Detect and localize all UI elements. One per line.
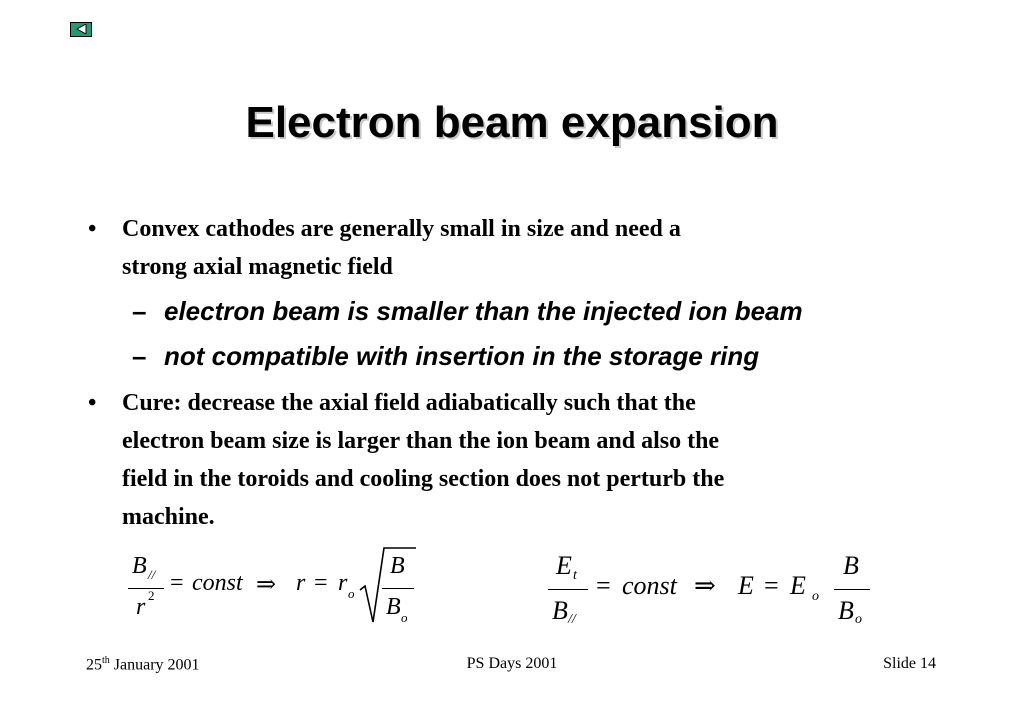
eq-right-fraction-bar	[548, 589, 588, 590]
bullet-2-line-3: field in the toroids and cooling section does not perturb the	[122, 466, 725, 492]
eq-right-den-var: B	[552, 596, 568, 625]
footer-slide-number: Slide 14	[883, 655, 936, 672]
back-arrow-icon	[75, 24, 87, 34]
footer-date-suffix: th	[102, 655, 110, 666]
sub-item-2-text: not compatible with insertion in the storage ring	[164, 341, 760, 371]
sub-item-1	[132, 296, 803, 327]
eq-right-const: const	[622, 571, 677, 600]
eq-right-equals-2: =	[764, 571, 779, 600]
bullet-item-1	[88, 210, 681, 286]
sub-item-2	[132, 341, 760, 372]
eq-left-rad-den: B	[386, 594, 401, 620]
bullet-marker: •	[88, 216, 97, 242]
eq-right-frac-den: B	[838, 596, 854, 625]
eq-right-rhs-var: E	[790, 571, 806, 600]
eq-left-rhs-sub: o	[348, 586, 355, 601]
eq-left-num-var: B	[132, 553, 147, 579]
eq-left-rad-den-sub: o	[401, 610, 408, 625]
bullet-2-line-4: machine.	[122, 504, 215, 530]
eq-right-num-sub: t	[573, 568, 577, 583]
eq-right-fraction-bar-2	[834, 589, 870, 590]
eq-right-equals-1: =	[596, 571, 611, 600]
eq-right-frac-den-sub: o	[855, 612, 862, 627]
sub-item-1-text: electron beam is smaller than the injected ion beam	[164, 296, 803, 326]
eq-right-num-var: E	[556, 551, 572, 580]
eq-left-radical-fraction-bar	[382, 588, 414, 589]
eq-left-den-var: r	[136, 594, 146, 620]
bullet-2-line-2: electron beam size is larger than the ion beam and also the	[122, 428, 720, 454]
eq-right-rhs-sub: o	[812, 589, 819, 604]
eq-right-implies: ⇒	[694, 571, 716, 600]
footer-date-day: 25	[86, 656, 102, 674]
slide-title: Electron beam expansion	[245, 98, 779, 147]
bullet-1-line-2: strong axial magnetic field	[122, 254, 393, 280]
eq-left-lhs: r	[296, 570, 306, 596]
dash-marker: –	[132, 341, 147, 371]
eq-left-equals-2: =	[314, 570, 328, 596]
eq-right-frac-num: B	[843, 551, 859, 580]
eq-right-lhs: E	[738, 571, 754, 600]
bullet-item-2	[88, 384, 725, 536]
eq-left-fraction-bar	[128, 588, 164, 589]
eq-right-den-sub: //	[568, 612, 576, 627]
eq-left-num-sub: //	[148, 567, 156, 582]
eq-left-rhs-var: r	[338, 570, 348, 596]
eq-left-implies: ⇒	[256, 572, 277, 598]
footer-date-rest: January 2001	[109, 656, 200, 674]
bullet-2-line-1: Cure: decrease the axial field adiabatically such that the	[122, 390, 696, 416]
footer-center: PS Days 2001	[466, 655, 558, 672]
bullet-marker: •	[88, 390, 97, 416]
dash-marker: –	[132, 296, 147, 326]
eq-left-equals-1: =	[170, 570, 184, 596]
eq-left-den-sup: 2	[148, 588, 155, 603]
eq-left-rad-num: B	[390, 553, 405, 579]
back-nav-button[interactable]	[70, 22, 92, 37]
eq-left-const: const	[192, 570, 243, 596]
bullet-1-line-1: Convex cathodes are generally small in size and need a	[122, 216, 681, 242]
